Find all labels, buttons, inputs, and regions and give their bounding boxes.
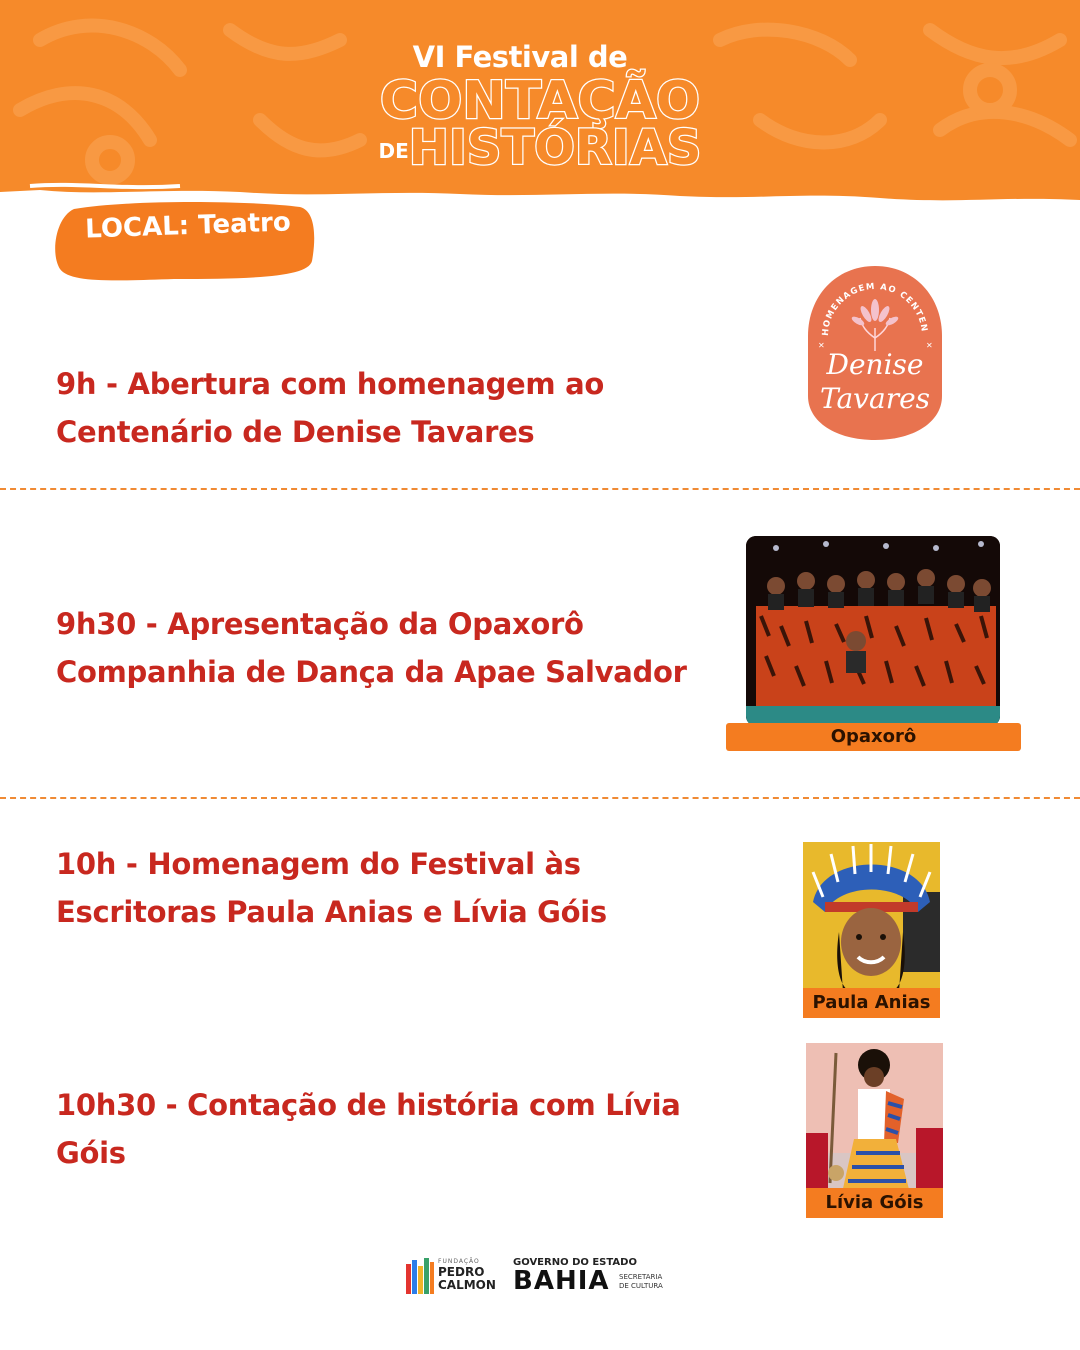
- svg-text:✕: ✕: [926, 341, 933, 350]
- title-line-2: CONTAÇÃO: [379, 71, 701, 131]
- denise-tavares-seal: [806, 266, 944, 440]
- paula-anias-illustration: [803, 842, 940, 992]
- title-line-3: [0, 120, 1080, 176]
- seal-name-line-2: Tavares: [819, 382, 931, 415]
- gov-sec-line-2: DE CULTURA: [619, 1282, 663, 1290]
- seal-graphic: [806, 266, 944, 440]
- svg-text:✕: ✕: [818, 341, 825, 350]
- opaxoro-photo: [746, 536, 1000, 726]
- opaxoro-caption: Opaxorô: [726, 723, 1021, 751]
- fpc-name-line-1: PEDRO: [438, 1265, 485, 1279]
- livia-gois-photo: [806, 1043, 943, 1193]
- event-3-line-2: Escritoras Paula Anias e Lívia Góis: [56, 895, 607, 929]
- event-2-line-2: Companhia de Dança da Apae Salvador: [56, 655, 687, 689]
- header-banner: [0, 0, 1080, 210]
- fpc-name-line-2: CALMON: [438, 1278, 496, 1292]
- gov-secretaria-label: [619, 1273, 663, 1291]
- fpc-small-label: FUNDAÇÃO: [438, 1258, 480, 1265]
- event-3-line-1: 10h - Homenagem do Festival às: [56, 847, 581, 881]
- title-de: DE: [378, 139, 409, 163]
- fpc-logo-mark: [405, 1258, 435, 1294]
- event-4-line-1: 10h30 - Contação de história com Lívia: [56, 1088, 681, 1122]
- paula-anias-photo: [803, 842, 940, 992]
- event-4-line-2: Góis: [56, 1136, 126, 1170]
- fpc-name: [438, 1266, 496, 1292]
- event-2-line-1: 9h30 - Apresentação da Opaxorô: [56, 607, 584, 641]
- seal-arc-text: HOMENAGEM AO CENTEN: [820, 281, 929, 337]
- gov-sec-line-1: SECRETARIA: [619, 1273, 663, 1281]
- local-label: LOCAL: Teatro: [84, 207, 292, 245]
- title-historias: HISTÓRIAS: [408, 120, 702, 176]
- divider-1: [0, 488, 1080, 490]
- title-line-1: VI Festival de: [412, 40, 628, 74]
- event-4: [56, 1081, 681, 1177]
- event-1-line-1: 9h - Abertura com homenagem ao: [56, 367, 605, 401]
- divider-2: [0, 797, 1080, 799]
- footer-logos: [405, 1255, 685, 1300]
- paula-anias-caption: Paula Anias: [803, 988, 940, 1018]
- event-3: [56, 840, 607, 936]
- gov-top-label: GOVERNO DO ESTADO: [513, 1257, 637, 1268]
- seal-name-line-1: Denise: [826, 348, 924, 381]
- event-1: [56, 360, 604, 456]
- festival-title: [0, 40, 1080, 176]
- gov-bahia-wordmark: BAHIA: [513, 1266, 610, 1296]
- opaxoro-photo-illustration: [746, 536, 1000, 726]
- livia-gois-caption: Lívia Góis: [806, 1188, 943, 1218]
- livia-gois-illustration: [806, 1043, 943, 1193]
- event-2: [56, 600, 687, 696]
- event-1-line-2: Centenário de Denise Tavares: [56, 415, 535, 449]
- local-badge: [54, 199, 316, 283]
